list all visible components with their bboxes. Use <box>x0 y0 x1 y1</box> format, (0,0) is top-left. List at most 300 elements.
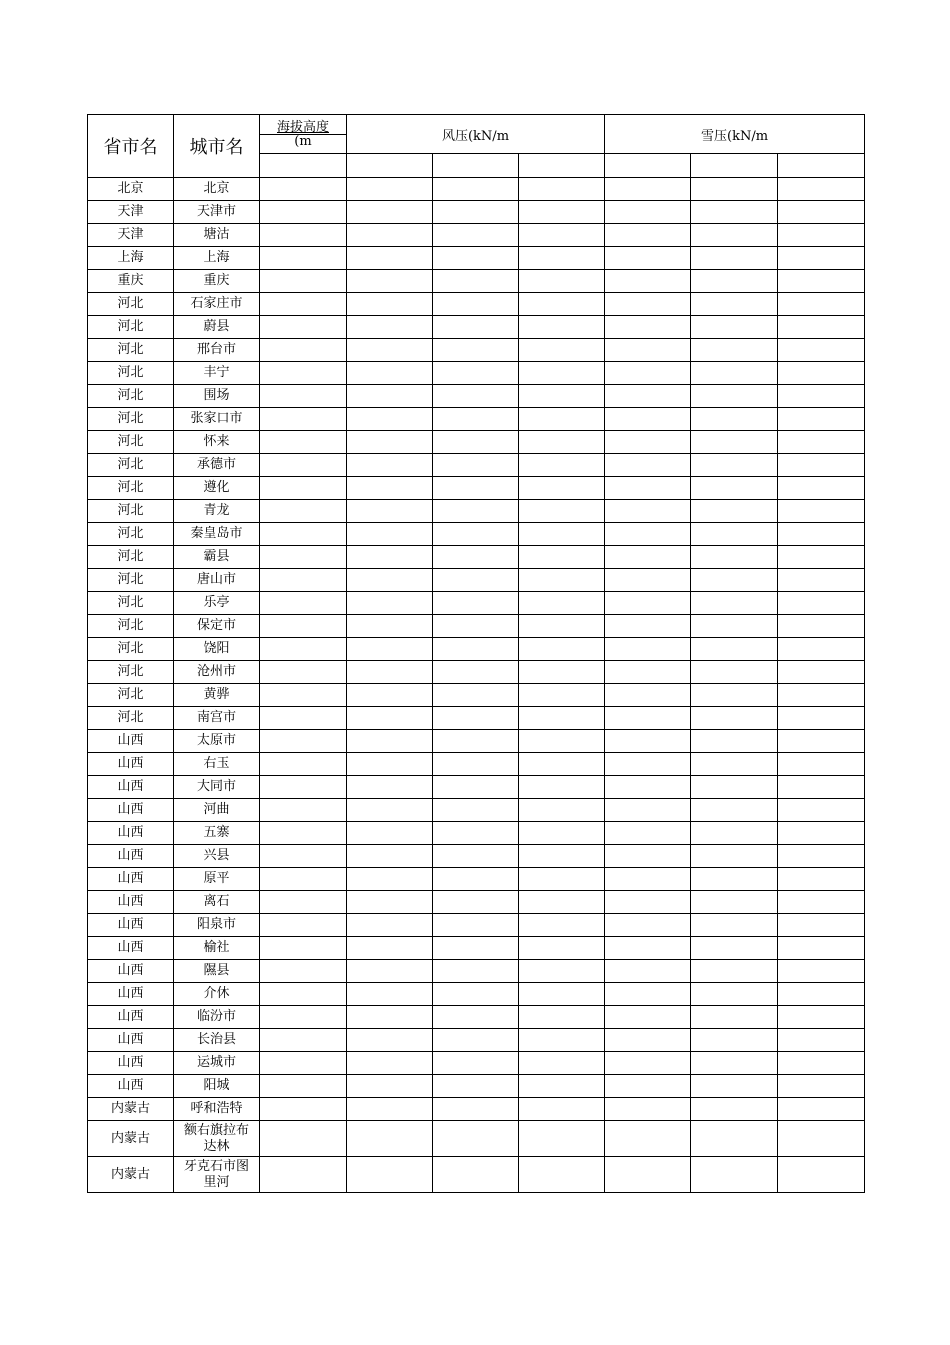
snow-cell-2 <box>691 684 778 707</box>
wind-subcell-2 <box>433 154 519 178</box>
snow-cell-2 <box>691 1157 778 1193</box>
altitude-cell <box>260 270 347 293</box>
altitude-cell <box>260 753 347 776</box>
wind-cell-2 <box>433 454 519 477</box>
province-cell: 河北 <box>88 684 174 707</box>
snow-cell-2 <box>691 730 778 753</box>
wind-cell-1 <box>347 615 433 638</box>
wind-cell-1 <box>347 1121 433 1157</box>
wind-cell-3 <box>519 339 605 362</box>
province-cell: 河北 <box>88 477 174 500</box>
province-cell: 河北 <box>88 592 174 615</box>
altitude-cell <box>260 1075 347 1098</box>
wind-cell-1 <box>347 523 433 546</box>
province-cell: 内蒙古 <box>88 1098 174 1121</box>
wind-cell-3 <box>519 293 605 316</box>
table-row <box>88 1006 865 1029</box>
wind-cell-1 <box>347 339 433 362</box>
snow-cell-2 <box>691 868 778 891</box>
province-cell: 河北 <box>88 362 174 385</box>
city-cell: 张家口市 <box>174 408 260 431</box>
province-cell: 山西 <box>88 868 174 891</box>
wind-cell-2 <box>433 868 519 891</box>
table-row <box>88 1157 865 1193</box>
wind-cell-3 <box>519 1052 605 1075</box>
province-cell: 山西 <box>88 960 174 983</box>
table-row <box>88 270 865 293</box>
snow-cell-3 <box>778 500 865 523</box>
snow-cell-3 <box>778 730 865 753</box>
wind-cell-3 <box>519 776 605 799</box>
wind-cell-2 <box>433 316 519 339</box>
wind-cell-3 <box>519 891 605 914</box>
province-cell: 天津 <box>88 224 174 247</box>
wind-cell-3 <box>519 661 605 684</box>
city-cell: 饶阳 <box>174 638 260 661</box>
wind-cell-2 <box>433 914 519 937</box>
wind-cell-2 <box>433 385 519 408</box>
city-cell: 邢台市 <box>174 339 260 362</box>
table-row <box>88 293 865 316</box>
snow-cell-1 <box>605 569 691 592</box>
snow-cell-1 <box>605 730 691 753</box>
city-cell: 隰县 <box>174 960 260 983</box>
wind-cell-1 <box>347 822 433 845</box>
snow-cell-2 <box>691 431 778 454</box>
table-row <box>88 500 865 523</box>
snow-cell-2 <box>691 454 778 477</box>
table-row <box>88 983 865 1006</box>
altitude-cell <box>260 431 347 454</box>
wind-cell-2 <box>433 1098 519 1121</box>
snow-cell-2 <box>691 638 778 661</box>
wind-cell-1 <box>347 914 433 937</box>
snow-cell-1 <box>605 937 691 960</box>
wind-cell-3 <box>519 684 605 707</box>
wind-cell-1 <box>347 569 433 592</box>
wind-cell-1 <box>347 1006 433 1029</box>
province-cell: 河北 <box>88 500 174 523</box>
snow-cell-1 <box>605 385 691 408</box>
snow-cell-3 <box>778 822 865 845</box>
table-row <box>88 1029 865 1052</box>
snow-cell-2 <box>691 592 778 615</box>
wind-cell-2 <box>433 960 519 983</box>
table-row <box>88 523 865 546</box>
snow-cell-3 <box>778 868 865 891</box>
city-cell: 临汾市 <box>174 1006 260 1029</box>
wind-cell-2 <box>433 615 519 638</box>
wind-cell-1 <box>347 592 433 615</box>
table-row <box>88 339 865 362</box>
snow-cell-3 <box>778 661 865 684</box>
snow-cell-3 <box>778 523 865 546</box>
wind-cell-2 <box>433 891 519 914</box>
table-row <box>88 408 865 431</box>
province-cell: 重庆 <box>88 270 174 293</box>
altitude-cell <box>260 615 347 638</box>
altitude-cell <box>260 500 347 523</box>
city-cell: 大同市 <box>174 776 260 799</box>
snow-cell-2 <box>691 707 778 730</box>
snow-cell-2 <box>691 293 778 316</box>
table-row <box>88 178 865 201</box>
wind-cell-1 <box>347 684 433 707</box>
altitude-cell <box>260 845 347 868</box>
wind-cell-3 <box>519 224 605 247</box>
snow-cell-1 <box>605 270 691 293</box>
snow-cell-1 <box>605 178 691 201</box>
snow-cell-3 <box>778 385 865 408</box>
snow-subcell-2 <box>691 154 778 178</box>
wind-cell-1 <box>347 960 433 983</box>
snow-cell-1 <box>605 477 691 500</box>
province-cell: 河北 <box>88 546 174 569</box>
table-row <box>88 1075 865 1098</box>
snow-cell-2 <box>691 385 778 408</box>
altitude-cell <box>260 776 347 799</box>
altitude-cell <box>260 1006 347 1029</box>
snow-cell-1 <box>605 431 691 454</box>
snow-cell-3 <box>778 914 865 937</box>
wind-cell-2 <box>433 247 519 270</box>
city-cell: 天津市 <box>174 201 260 224</box>
city-cell: 秦皇岛市 <box>174 523 260 546</box>
snow-cell-2 <box>691 477 778 500</box>
wind-cell-3 <box>519 569 605 592</box>
snow-cell-3 <box>778 1052 865 1075</box>
snow-cell-2 <box>691 1029 778 1052</box>
snow-cell-3 <box>778 1075 865 1098</box>
altitude-cell <box>260 822 347 845</box>
snow-cell-1 <box>605 592 691 615</box>
table-row <box>88 201 865 224</box>
snow-cell-1 <box>605 799 691 822</box>
wind-cell-2 <box>433 638 519 661</box>
snow-cell-1 <box>605 960 691 983</box>
snow-cell-3 <box>778 1121 865 1157</box>
wind-cell-1 <box>347 937 433 960</box>
city-cell: 怀来 <box>174 431 260 454</box>
snow-cell-1 <box>605 684 691 707</box>
wind-cell-1 <box>347 385 433 408</box>
wind-cell-2 <box>433 1006 519 1029</box>
snow-cell-2 <box>691 316 778 339</box>
table-row <box>88 753 865 776</box>
wind-cell-3 <box>519 454 605 477</box>
snow-cell-2 <box>691 500 778 523</box>
wind-cell-3 <box>519 247 605 270</box>
wind-cell-1 <box>347 500 433 523</box>
wind-cell-3 <box>519 592 605 615</box>
table-row <box>88 776 865 799</box>
snow-cell-1 <box>605 891 691 914</box>
snow-cell-1 <box>605 454 691 477</box>
altitude-cell <box>260 477 347 500</box>
snow-cell-1 <box>605 914 691 937</box>
wind-cell-2 <box>433 937 519 960</box>
province-cell: 河北 <box>88 454 174 477</box>
altitude-cell <box>260 661 347 684</box>
snow-cell-3 <box>778 799 865 822</box>
snow-cell-2 <box>691 661 778 684</box>
city-cell: 霸县 <box>174 546 260 569</box>
wind-cell-1 <box>347 776 433 799</box>
table-row <box>88 845 865 868</box>
snow-cell-3 <box>778 247 865 270</box>
table-row <box>88 960 865 983</box>
city-cell: 阳城 <box>174 1075 260 1098</box>
altitude-cell <box>260 546 347 569</box>
province-cell: 天津 <box>88 201 174 224</box>
altitude-cell <box>260 684 347 707</box>
snow-cell-1 <box>605 293 691 316</box>
altitude-cell <box>260 178 347 201</box>
wind-cell-2 <box>433 1052 519 1075</box>
table-row <box>88 684 865 707</box>
city-cell: 原平 <box>174 868 260 891</box>
province-cell: 山西 <box>88 1075 174 1098</box>
wind-cell-1 <box>347 431 433 454</box>
city-cell: 榆社 <box>174 937 260 960</box>
snow-cell-3 <box>778 1157 865 1193</box>
snow-cell-1 <box>605 408 691 431</box>
city-cell: 塘沽 <box>174 224 260 247</box>
wind-cell-3 <box>519 362 605 385</box>
province-cell: 河北 <box>88 569 174 592</box>
table-row <box>88 868 865 891</box>
city-cell: 青龙 <box>174 500 260 523</box>
snow-cell-1 <box>605 201 691 224</box>
snow-cell-1 <box>605 362 691 385</box>
snow-cell-2 <box>691 201 778 224</box>
wind-cell-2 <box>433 339 519 362</box>
altitude-cell <box>260 592 347 615</box>
altitude-cell <box>260 523 347 546</box>
altitude-cell <box>260 293 347 316</box>
province-cell: 河北 <box>88 408 174 431</box>
wind-cell-1 <box>347 707 433 730</box>
wind-cell-3 <box>519 822 605 845</box>
snow-cell-3 <box>778 960 865 983</box>
snow-cell-2 <box>691 845 778 868</box>
wind-cell-2 <box>433 500 519 523</box>
altitude-cell <box>260 707 347 730</box>
snow-cell-3 <box>778 1006 865 1029</box>
wind-cell-3 <box>519 1098 605 1121</box>
wind-cell-3 <box>519 1121 605 1157</box>
wind-cell-1 <box>347 1075 433 1098</box>
city-line-1: 牙克石市图 <box>183 1158 249 1174</box>
wind-cell-3 <box>519 868 605 891</box>
snow-subcell-1 <box>605 154 691 178</box>
table-row <box>88 385 865 408</box>
snow-cell-1 <box>605 1121 691 1157</box>
snow-cell-1 <box>605 1029 691 1052</box>
snow-cell-2 <box>691 546 778 569</box>
wind-cell-2 <box>433 546 519 569</box>
province-cell: 河北 <box>88 707 174 730</box>
wind-cell-1 <box>347 408 433 431</box>
wind-cell-3 <box>519 960 605 983</box>
wind-cell-3 <box>519 500 605 523</box>
snow-cell-2 <box>691 1121 778 1157</box>
wind-cell-1 <box>347 1157 433 1193</box>
wind-cell-3 <box>519 914 605 937</box>
snow-cell-1 <box>605 1006 691 1029</box>
snow-cell-3 <box>778 224 865 247</box>
altitude-cell <box>260 1121 347 1157</box>
snow-cell-3 <box>778 569 865 592</box>
wind-cell-2 <box>433 431 519 454</box>
snow-cell-3 <box>778 339 865 362</box>
city-cell: 沧州市 <box>174 661 260 684</box>
snow-cell-1 <box>605 316 691 339</box>
snow-cell-2 <box>691 776 778 799</box>
table-row <box>88 914 865 937</box>
snow-cell-3 <box>778 638 865 661</box>
city-name-header: 城市名 <box>174 115 260 178</box>
wind-cell-1 <box>347 1052 433 1075</box>
city-cell: 上海 <box>174 247 260 270</box>
city-cell: 黄骅 <box>174 684 260 707</box>
province-cell: 河北 <box>88 385 174 408</box>
wind-cell-1 <box>347 546 433 569</box>
city-cell: 右玉 <box>174 753 260 776</box>
snow-cell-2 <box>691 937 778 960</box>
snow-cell-1 <box>605 707 691 730</box>
wind-cell-3 <box>519 178 605 201</box>
wind-cell-1 <box>347 316 433 339</box>
snow-cell-2 <box>691 1098 778 1121</box>
snow-cell-2 <box>691 339 778 362</box>
altitude-cell <box>260 638 347 661</box>
wind-subcell-3 <box>519 154 605 178</box>
wind-cell-2 <box>433 799 519 822</box>
altitude-cell <box>260 891 347 914</box>
table-row <box>88 316 865 339</box>
wind-cell-1 <box>347 201 433 224</box>
table-row <box>88 431 865 454</box>
city-cell: 介休 <box>174 983 260 1006</box>
wind-cell-2 <box>433 1029 519 1052</box>
city-cell: 围场 <box>174 385 260 408</box>
wind-pressure-header: 风压(kN/m <box>347 115 605 154</box>
table-row <box>88 661 865 684</box>
wind-cell-3 <box>519 1029 605 1052</box>
province-cell: 内蒙古 <box>88 1157 174 1193</box>
altitude-header-line1: 海拔高度 <box>260 115 347 135</box>
city-cell <box>174 1121 260 1157</box>
wind-cell-1 <box>347 224 433 247</box>
wind-cell-1 <box>347 477 433 500</box>
wind-cell-2 <box>433 1157 519 1193</box>
wind-cell-1 <box>347 1029 433 1052</box>
wind-cell-3 <box>519 385 605 408</box>
wind-cell-1 <box>347 638 433 661</box>
city-cell: 重庆 <box>174 270 260 293</box>
wind-cell-1 <box>347 730 433 753</box>
table-row <box>88 730 865 753</box>
snow-cell-1 <box>605 247 691 270</box>
city-cell: 丰宁 <box>174 362 260 385</box>
province-cell: 河北 <box>88 523 174 546</box>
snow-cell-2 <box>691 362 778 385</box>
snow-cell-3 <box>778 615 865 638</box>
province-cell: 河北 <box>88 316 174 339</box>
table-row <box>88 891 865 914</box>
wind-subcell-1 <box>347 154 433 178</box>
snow-cell-1 <box>605 500 691 523</box>
snow-cell-3 <box>778 201 865 224</box>
city-cell: 运城市 <box>174 1052 260 1075</box>
snow-cell-3 <box>778 845 865 868</box>
table-row <box>88 822 865 845</box>
altitude-cell <box>260 1157 347 1193</box>
altitude-cell <box>260 201 347 224</box>
snow-cell-1 <box>605 339 691 362</box>
snow-cell-3 <box>778 753 865 776</box>
city-cell: 遵化 <box>174 477 260 500</box>
wind-cell-2 <box>433 362 519 385</box>
province-cell: 上海 <box>88 247 174 270</box>
wind-cell-1 <box>347 799 433 822</box>
altitude-cell <box>260 247 347 270</box>
wind-cell-2 <box>433 201 519 224</box>
table-row <box>88 638 865 661</box>
snow-cell-2 <box>691 523 778 546</box>
table-row <box>88 707 865 730</box>
city-cell: 唐山市 <box>174 569 260 592</box>
snow-cell-3 <box>778 477 865 500</box>
wind-cell-1 <box>347 1098 433 1121</box>
wind-cell-3 <box>519 546 605 569</box>
wind-cell-2 <box>433 845 519 868</box>
snow-cell-3 <box>778 983 865 1006</box>
city-cell: 承德市 <box>174 454 260 477</box>
snow-cell-3 <box>778 431 865 454</box>
altitude-cell <box>260 1052 347 1075</box>
city-cell: 保定市 <box>174 615 260 638</box>
city-line-2: 里河 <box>203 1174 230 1190</box>
snow-cell-1 <box>605 661 691 684</box>
table-row <box>88 247 865 270</box>
altitude-cell <box>260 983 347 1006</box>
altitude-cell <box>260 224 347 247</box>
wind-cell-2 <box>433 1075 519 1098</box>
city-line-2: 达林 <box>203 1138 230 1154</box>
province-cell: 山西 <box>88 799 174 822</box>
city-cell: 太原市 <box>174 730 260 753</box>
table-row <box>88 937 865 960</box>
climate-table <box>87 114 865 1193</box>
wind-cell-3 <box>519 1006 605 1029</box>
snow-cell-1 <box>605 845 691 868</box>
table-row <box>88 454 865 477</box>
city-cell: 乐亭 <box>174 592 260 615</box>
snow-cell-3 <box>778 937 865 960</box>
wind-cell-1 <box>347 661 433 684</box>
altitude-cell <box>260 569 347 592</box>
altitude-cell <box>260 408 347 431</box>
province-cell: 山西 <box>88 914 174 937</box>
province-cell: 山西 <box>88 845 174 868</box>
snow-cell-1 <box>605 523 691 546</box>
altitude-cell <box>260 385 347 408</box>
snow-cell-2 <box>691 753 778 776</box>
wind-cell-1 <box>347 891 433 914</box>
city-cell: 蔚县 <box>174 316 260 339</box>
